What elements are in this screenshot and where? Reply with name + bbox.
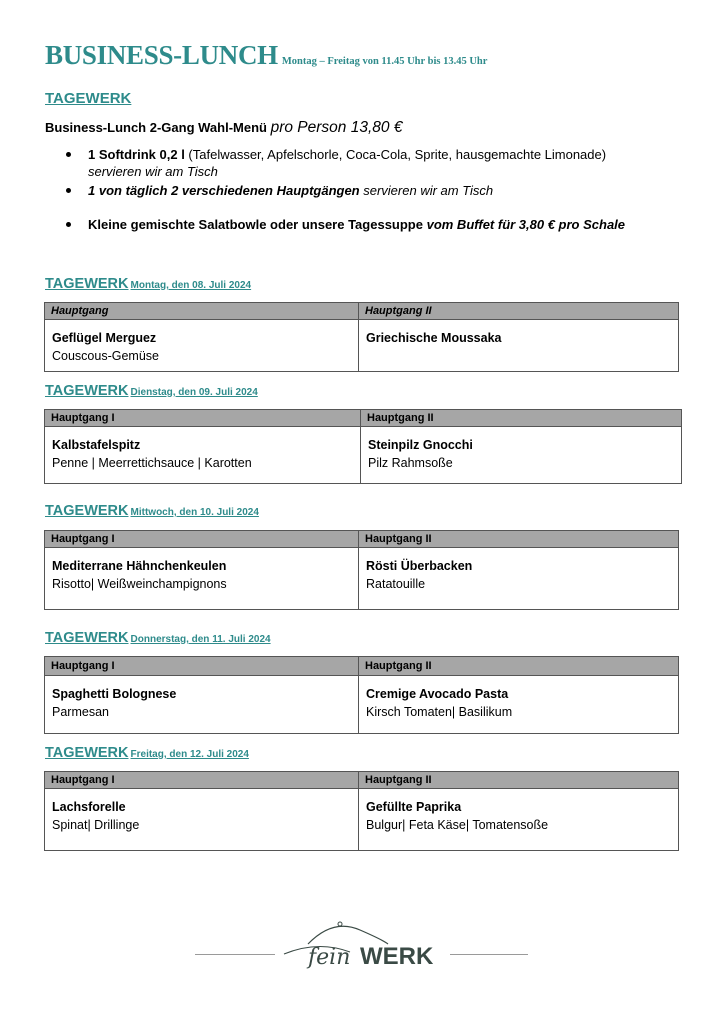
table-cell: Spaghetti Bolognese Parmesan	[45, 676, 359, 734]
logo-word: WERK	[360, 943, 434, 970]
section-heading: TAGEWERK	[45, 90, 132, 107]
table-cell: Cremige Avocado Pasta Kirsch Tomaten| Basilikum	[359, 676, 679, 734]
page-title	[45, 40, 487, 71]
table-cell: Gefüllte Paprika Bulgur| Feta Käse| Tomatensoße	[359, 789, 679, 851]
day-heading-tuesday: TAGEWERK Dienstag, den 09. Juli 2024	[45, 383, 258, 399]
table-cell: Geflügel Merguez Couscous-Gemüse	[45, 320, 359, 372]
cloche-handle	[338, 922, 342, 926]
menu-table-thursday: Hauptgang I Hauptgang II Spaghetti Bolognese Parmesan Cremige Avocado Pasta Kirsch Tomaten| Basilikum	[44, 656, 679, 734]
menu-price: pro Person 13,80 €	[270, 119, 403, 136]
footer-divider-left	[195, 954, 275, 955]
table-cell: Kalbstafelspitz Penne | Meerrettichsauce | Karotten	[45, 427, 361, 484]
day-heading-thursday: TAGEWERK Donnerstag, den 11. Juli 2024	[45, 630, 271, 646]
table-cell: Rösti Überbacken Ratatouille	[359, 548, 679, 610]
menu-table-tuesday: Hauptgang I Hauptgang II Kalbstafelspitz Penne | Meerrettichsauce | Karotten Steinpilz Gnocchi Pilz Rahmsoße	[44, 409, 682, 484]
menu-label: Business-Lunch 2-Gang Wahl-Menü	[45, 120, 271, 135]
menu-description	[45, 119, 402, 137]
table-cell: Lachsforelle Spinat| Drillinge	[45, 789, 359, 851]
table-cell: Griechische Moussaka	[359, 320, 679, 372]
feinwerk-logo	[278, 912, 448, 972]
title-hours: Montag – Freitag von 11.45 Uhr bis 13.45 Uhr	[281, 56, 488, 67]
bullet-softdrink: 1 Softdrink 0,2 l (Tafelwasser, Apfelschorle, Coca-Cola, Sprite, hausgemachte Limonade) servieren wir am Tisch	[62, 146, 625, 180]
footer-divider-right	[450, 954, 528, 955]
table-cell: Steinpilz Gnocchi Pilz Rahmsoße	[361, 427, 682, 484]
logo-script: fein	[308, 945, 351, 970]
table-cell: Mediterrane Hähnchenkeulen Risotto| Weißweinchampignons	[45, 548, 359, 610]
bullet-main-course: 1 von täglich 2 verschiedenen Hauptgängen servieren wir am Tisch	[62, 182, 625, 199]
bullet-salad: Kleine gemischte Salatbowle oder unsere Tagessuppe vom Buffet für 3,80 € pro Schale	[62, 216, 625, 233]
day-heading-friday: TAGEWERK Freitag, den 12. Juli 2024	[45, 745, 249, 761]
menu-table-friday: Hauptgang I Hauptgang II Lachsforelle Spinat| Drillinge Gefüllte Paprika Bulgur| Feta Käse| Tomatensoße	[44, 771, 679, 851]
day-heading-wednesday: TAGEWERK Mittwoch, den 10. Juli 2024	[45, 503, 259, 519]
day-heading-monday: TAGEWERK Montag, den 08. Juli 2024	[45, 276, 252, 292]
cloche-icon	[308, 926, 388, 944]
menu-table-monday: Hauptgang Hauptgang II Geflügel Merguez Couscous-Gemüse Griechische Moussaka	[44, 302, 679, 372]
menu-bullets	[62, 146, 625, 235]
menu-table-wednesday: Hauptgang I Hauptgang II Mediterrane Hähnchenkeulen Risotto| Weißweinchampignons Rösti Überbacken Ratatouille	[44, 530, 679, 610]
title-main: BUSINESS-LUNCH	[45, 40, 278, 70]
